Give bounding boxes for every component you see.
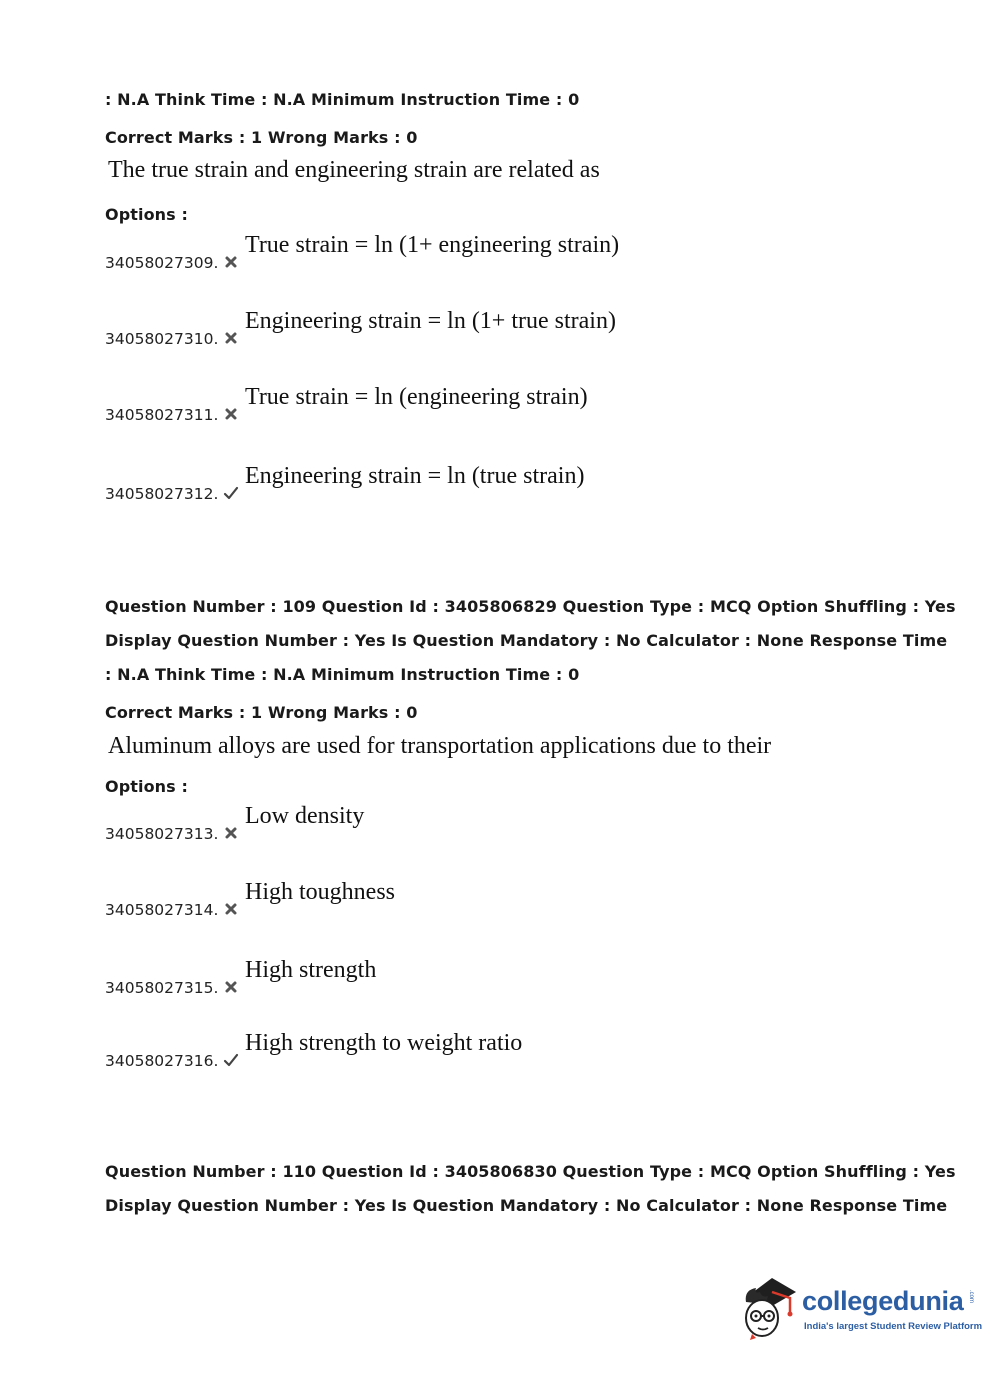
logo-suffix: .com xyxy=(968,1290,974,1304)
q110-meta-line2: Display Question Number : Yes Is Question Mandatory : No Calculator : None Response Time xyxy=(105,1196,948,1215)
q109-option-2 xyxy=(105,879,805,919)
q109-option-3 xyxy=(105,957,805,997)
q108-option-4 xyxy=(105,463,805,503)
cross-icon xyxy=(223,979,239,995)
check-icon xyxy=(223,485,239,501)
option-id: 34058027311. xyxy=(105,406,219,424)
option-id: 34058027316. xyxy=(105,1052,219,1070)
q109-meta-line3: : N.A Think Time : N.A Minimum Instruction Time : 0 xyxy=(105,665,580,684)
logo-tagline: India's largest Student Review Platform xyxy=(804,1321,983,1332)
q108-marks: Correct Marks : 1 Wrong Marks : 0 xyxy=(105,128,418,147)
option-id: 34058027315. xyxy=(105,979,219,997)
q108-option-2 xyxy=(105,308,805,348)
q109-marks: Correct Marks : 1 Wrong Marks : 0 xyxy=(105,703,418,722)
option-id: 34058027310. xyxy=(105,330,219,348)
cross-icon xyxy=(223,901,239,917)
q110-meta-line1: Question Number : 110 Question Id : 3405806830 Question Type : MCQ Option Shuffling : Yes xyxy=(105,1162,956,1181)
q108-options-label: Options : xyxy=(105,205,188,224)
q108-option-1 xyxy=(105,232,805,272)
option-text: Low density xyxy=(245,803,365,829)
q108-meta-line3: : N.A Think Time : N.A Minimum Instruction Time : 0 xyxy=(105,90,580,109)
q108-question-text: The true strain and engineering strain are related as xyxy=(108,157,600,183)
q109-meta-line1: Question Number : 109 Question Id : 3405806829 Question Type : MCQ Option Shuffling : Yes xyxy=(105,597,956,616)
option-text: High strength xyxy=(245,957,377,983)
cross-icon xyxy=(223,406,239,422)
q109-question-text: Aluminum alloys are used for transportation applications due to their xyxy=(108,733,772,759)
q109-option-4 xyxy=(105,1030,805,1070)
option-id: 34058027312. xyxy=(105,485,219,503)
cross-icon xyxy=(223,254,239,270)
option-text: True strain = ln (1+ engineering strain) xyxy=(245,232,620,258)
q109-meta-line2: Display Question Number : Yes Is Question Mandatory : No Calculator : None Response Time xyxy=(105,631,948,650)
cross-icon xyxy=(223,825,239,841)
option-text: True strain = ln (engineering strain) xyxy=(245,384,588,410)
check-icon xyxy=(223,1052,239,1068)
cross-icon xyxy=(223,330,239,346)
option-text: High strength to weight ratio xyxy=(245,1030,523,1056)
option-id: 34058027314. xyxy=(105,901,219,919)
q109-option-1 xyxy=(105,803,805,843)
option-text: Engineering strain = ln (true strain) xyxy=(245,463,585,489)
collegedunia-logo xyxy=(738,1268,983,1348)
option-id: 34058027309. xyxy=(105,254,219,272)
logo-name: collegedunia xyxy=(802,1286,964,1316)
option-text: High toughness xyxy=(245,879,395,905)
option-text: Engineering strain = ln (1+ true strain) xyxy=(245,308,616,334)
option-id: 34058027313. xyxy=(105,825,219,843)
mascot-icon xyxy=(738,1268,802,1346)
q108-option-3 xyxy=(105,384,805,424)
q109-options-label: Options : xyxy=(105,777,188,796)
